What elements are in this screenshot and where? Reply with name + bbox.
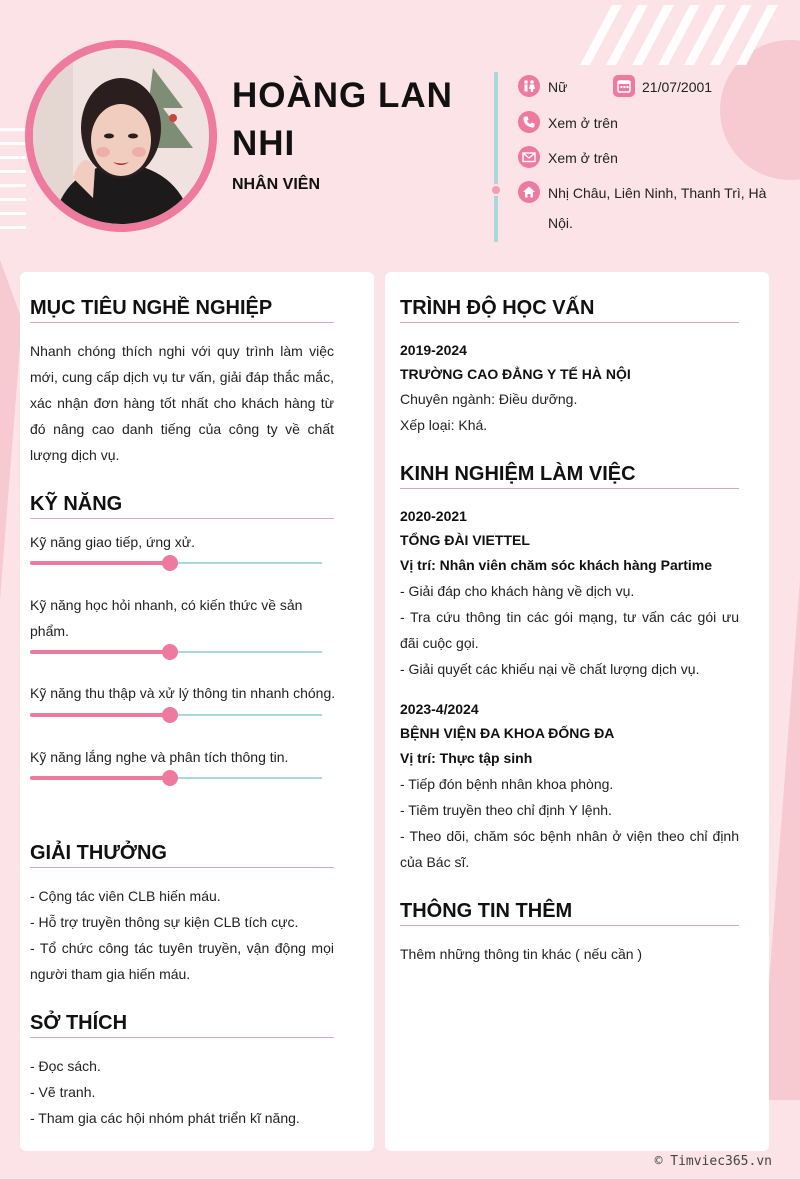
extra-text: Thêm những thông tin khác ( nếu cần ): [400, 946, 643, 962]
job-period: 2023-4/2024: [400, 701, 479, 717]
objective-title: MỤC TIÊU NGHỀ NGHIỆP: [30, 297, 273, 319]
skill-label: Kỹ năng lắng nghe và phân tích thông tin.: [30, 749, 289, 765]
calendar-icon: [613, 75, 635, 97]
job-description: - Giải quyết các khiếu nại về chất lượng dịch vụ.: [400, 661, 700, 677]
job-description: - Giải đáp cho khách hàng về dịch vụ.: [400, 583, 635, 599]
skill-bar-fill: [30, 713, 170, 717]
avatar-frame: [25, 40, 217, 232]
footer-credit: © Timviec365.vn: [654, 1154, 772, 1169]
skill-label: Kỹ năng giao tiếp, ứng xử.: [30, 534, 196, 550]
email-icon: [518, 146, 540, 168]
education-major: Chuyên ngành: Điều dưỡng.: [400, 391, 578, 407]
award-item: - Cộng tác viên CLB hiến máu.: [30, 888, 221, 904]
contact-address-line2: Nội.: [548, 215, 573, 231]
experience-title: KINH NGHIỆM LÀM VIỆC: [400, 463, 636, 485]
education-grade: Xếp loại: Khá.: [400, 417, 488, 433]
skill-bar: [30, 714, 322, 716]
contact-gender: Nữ: [548, 79, 568, 95]
hobby-item: - Đọc sách.: [30, 1058, 101, 1074]
contact-address-line1: Nhị Châu, Liên Ninh, Thanh Trì, Hà: [548, 185, 767, 201]
skills-title: KỸ NĂNG: [30, 493, 123, 515]
decorative-lines: [0, 128, 26, 240]
avatar-portrait-icon: [33, 48, 209, 224]
section-rule: [400, 925, 739, 926]
avatar: [33, 48, 209, 224]
job-role: Vị trí: Nhân viên chăm sóc khách hàng Partime: [400, 557, 712, 573]
skill-bar: [30, 777, 322, 779]
decorative-triangle: [0, 260, 22, 600]
header-divider: [494, 72, 498, 242]
job-company: BỆNH VIỆN ĐA KHOA ĐỐNG ĐA: [400, 725, 615, 741]
skill-label: Kỹ năng thu thập và xử lý thông tin nhanh chóng.: [30, 685, 336, 701]
awards-title: GIẢI THƯỞNG: [30, 842, 167, 864]
award-item: - Tổ chức công tác tuyên truyền, vận động mọi người tham gia hiến máu.: [30, 940, 334, 982]
section-rule: [30, 1037, 334, 1038]
skill-bar: [30, 651, 322, 653]
objective-text: Nhanh chóng thích nghi với quy trình làm việc mới, cung cấp dịch vụ tư vấn, giải đáp thắc mắc, xác nhận đơn hàng tốt nhất cho khách hàng từ đó nâng cao danh tiếng của công ty về chất lượng dịch vụ.: [30, 343, 334, 463]
hobby-item: - Vẽ tranh.: [30, 1084, 96, 1100]
skill-label: Kỹ năng học hỏi nhanh, có kiến thức về sản phẩm.: [30, 597, 303, 639]
job-description: - Tiêm truyền theo chỉ định Y lệnh.: [400, 802, 612, 818]
job-period: 2020-2021: [400, 508, 467, 524]
job-description: - Tiếp đón bệnh nhân khoa phòng.: [400, 776, 614, 792]
section-rule: [400, 488, 739, 489]
hobby-item: - Tham gia các hội nhóm phát triển kĩ năng.: [30, 1110, 300, 1126]
skill-bar: [30, 562, 322, 564]
extra-title: THÔNG TIN THÊM: [400, 900, 573, 922]
skill-bar-fill: [30, 650, 170, 654]
job-description: - Tra cứu thông tin các gói mạng, tư vấn các gói ưu đãi cuộc gọi.: [400, 609, 739, 651]
header-divider-dot: [490, 184, 502, 196]
profile-position: NHÂN VIÊN: [232, 176, 321, 193]
education-title: TRÌNH ĐỘ HỌC VẤN: [400, 297, 595, 319]
section-rule: [30, 867, 334, 868]
education-period: 2019-2024: [400, 342, 467, 358]
job-company: TỔNG ĐÀI VIETTEL: [400, 532, 530, 548]
contact-dob: 21/07/2001: [642, 79, 713, 95]
contact-email: Xem ở trên: [548, 150, 618, 166]
profile-name: HOÀNG LAN NHI: [232, 76, 453, 163]
section-rule: [30, 518, 334, 519]
decorative-circle: [720, 40, 800, 180]
skill-bar-fill: [30, 561, 170, 565]
home-icon: [518, 181, 540, 203]
phone-icon: [518, 111, 540, 133]
gender-icon: [518, 75, 540, 97]
job-description: - Theo dõi, chăm sóc bệnh nhân ở viện theo chỉ định của Bác sĩ.: [400, 828, 739, 870]
education-school: TRƯỜNG CAO ĐẲNG Y TẾ HÀ NỘI: [400, 366, 631, 382]
award-item: - Hỗ trợ truyền thông sự kiện CLB tích cực.: [30, 914, 299, 930]
job-role: Vị trí: Thực tập sinh: [400, 750, 533, 766]
section-rule: [30, 322, 334, 323]
skill-bar-fill: [30, 776, 170, 780]
section-rule: [400, 322, 739, 323]
hobbies-title: SỞ THÍCH: [30, 1012, 128, 1034]
contact-phone: Xem ở trên: [548, 115, 618, 131]
